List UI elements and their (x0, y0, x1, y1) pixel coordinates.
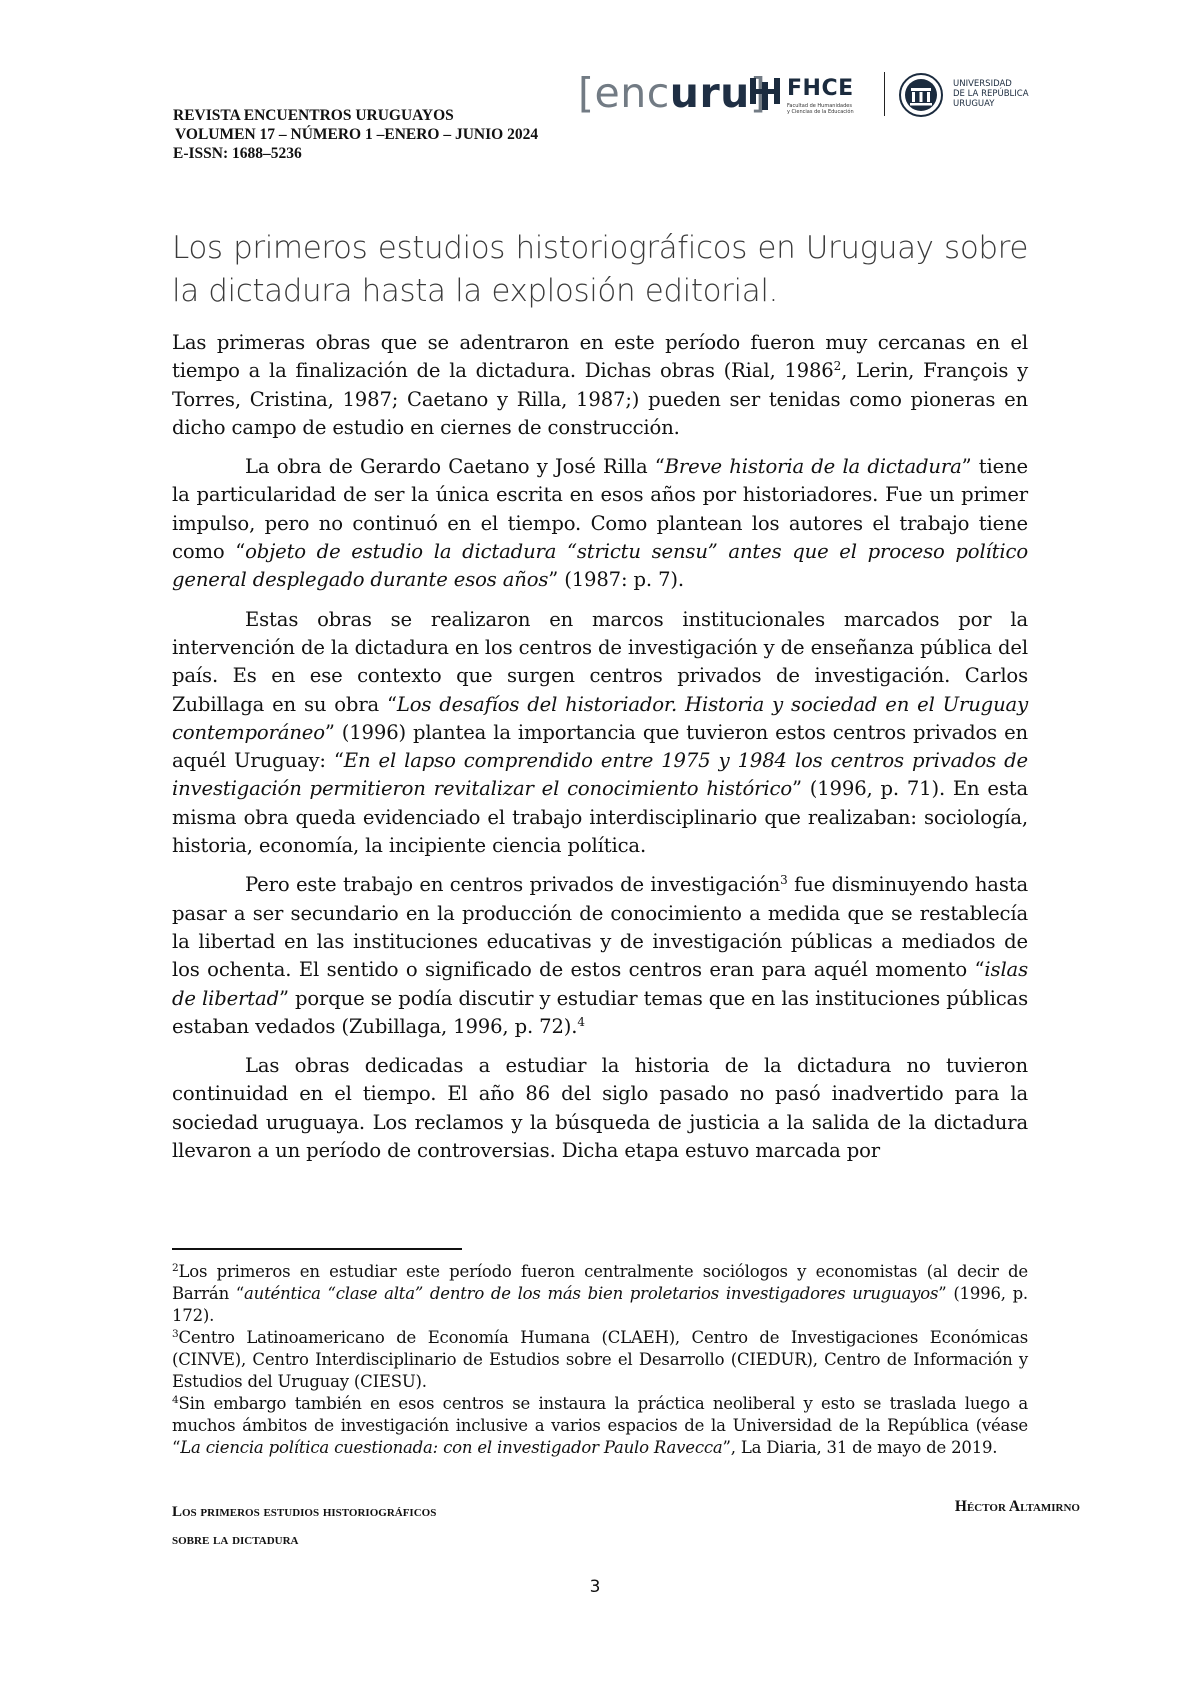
logo-divider (884, 72, 885, 116)
footnote-separator (172, 1248, 462, 1250)
fhce-logo (749, 74, 899, 118)
fhce-mark-icon (749, 76, 783, 112)
paragraph-3: Estas obras se realizaron en marcos institucionales marcados por la intervención de la dictadura en los centros de investigación y de enseñanza pública del país. Es en ese contexto que surgen centros privados de investigación. Carlos Zubillaga en su obra “Los desafíos del historiador. Historia y sociedad en el Uruguay contemporáneo” (1996) plantea la importancia que tuvieron estos centros privados en aquél Uruguay: “En el lapso comprendido entre 1975 y 1984 los centros privados de investigación permitieron revitalizar el conocimiento histórico” (1996, p. 71). En esta misma obra queda evidenciado el trabajo interdisciplinario que realizaban: sociología, historia, economía, la incipiente ciencia política. (172, 607, 1029, 858)
footnote-ref-3[interactable]: 3 (780, 873, 788, 888)
footnote-ref-2[interactable]: 2 (833, 359, 842, 374)
fhce-subtitle: Facultad de Humanidades y Ciencias de la Educación (787, 103, 854, 115)
fhce-wordmark: FHCE (787, 76, 854, 101)
footnote-ref-4[interactable]: 4 (577, 1014, 585, 1029)
journal-header (173, 106, 593, 163)
running-author: Héctor Altamirno (954, 1498, 1080, 1515)
footnote-3: $^3$Centro Latinoamericano de Economía Humana (CLAEH), Centro de Investigaciones Económicas (CINVE), Centro Interdisciplinario de Estudios sobre el Desarrollo (CIEDUR), Centro de Información y Estudios del Uruguay (CIESU). (172, 1328, 1028, 1391)
volume-line: VOLUMEN 17 – NÚMERO 1 –ENERO – JUNIO 2024 (175, 126, 539, 143)
footnotes (172, 1261, 1028, 1459)
footnote-4: $^4$Sin embargo también en esos centros se instaura la práctica neoliberal y esto se traslada luego a muchos ámbitos de investigación inclusive a varios espacios de la Universidad de la República (véase “La ciencia política cuestionada: con el investigador Paulo Ravecca”, La Diaria, 31 de mayo de 2019. (172, 1394, 1028, 1457)
journal-name: REVISTA ENCUENTROS URUGUAYOS (173, 107, 454, 124)
paragraph-2: La obra de Gerardo Caetano y José Rilla “Breve historia de la dictadura” tiene la particularidad de ser la única escrita en esos años por historiadores. Fue un primer impulso, pero no continuó en el tiempo. Como plantean los autores el trabajo tiene como “objeto de estudio la dictadura “strictu sensu” antes que el proceso político general desplegado durante esos años” (1987: p. 7). (172, 455, 1028, 592)
udelar-wordmark: UNIVERSIDAD DE LA REPÚBLICA URUGUAY (953, 79, 1029, 109)
paragraph-4: Pero este trabajo en centros privados de investigación$^3$ fue disminuyendo hasta pasar a ser secundario en la producción de conocimiento a medida que se restablecía la libertad en las instituciones educativas y de investigación públicas a mediados de los ochenta. El sentido o significado de estos centros eran para aquél momento “islas de libertad” porque se podía discutir y estudiar temas que en las instituciones públicas estaban vedados (Zubillaga, 1996, p. 72).$^4$ (172, 873, 1029, 1038)
header-logos (578, 66, 1038, 130)
issn: E-ISSN: 1688–5236 (173, 145, 302, 162)
footnote-2: $^2$Los primeros en estudiar este período fueron centralmente sociólogos y economistas (al decir de Barrán “auténtica “clase alta” dentro de los más bien proletarios investigadores uruguayos” (1996, p. 172). (172, 1262, 1028, 1325)
article-title: Los primeros estudios historiográficos en Uruguay sobre la dictadura hasta la explosión editorial. (172, 230, 1028, 309)
encuru-logo: [encuru (578, 69, 750, 117)
paragraph-1: Las primeras obras que se adentraron en este período fueron muy cercanas en el tiempo a la finalización de la dictadura. Dichas obras (Rial, 1986$^2$, Lerin, François y Torres, Cristina, 1987; Caetano y Rilla, 1987;) pueden ser tenidas como pioneras en dicho campo de estudio en ciernes de construcción. (172, 331, 1029, 439)
article-body (172, 329, 1028, 1176)
page-number: 3 (589, 1577, 601, 1597)
paragraph-5: Las obras dedicadas a estudiar la historia de la dictadura no tuvieron continuidad en el tiempo. El año 86 del siglo pasado no pasó inadvertido para la sociedad uruguaya. Los reclamos y la búsqueda de justicia a la salida de la dictadura llevaron a un período de controversias. Dicha etapa estuvo marcada por (172, 1054, 1028, 1163)
running-title: Los primeros estudios historiográficos sobre la dictadura (172, 1504, 437, 1548)
udelar-seal-icon (898, 72, 944, 118)
